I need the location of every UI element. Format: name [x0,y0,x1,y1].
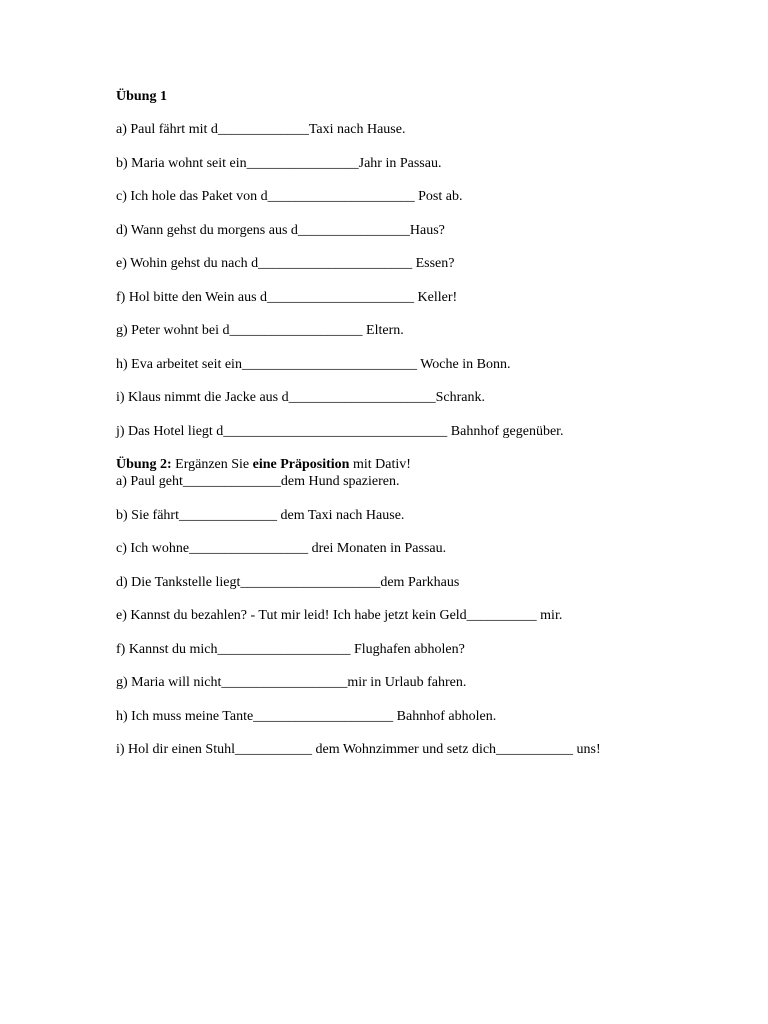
exercise2-instruction-pre: Ergänzen Sie [171,457,253,472]
exercise2-title: Übung 2: [116,457,172,472]
exercise2-item-b: b) Sie fährt______________ dem Taxi nach Hause. [116,507,405,523]
exercise2-item-f: f) Kannst du mich___________________ Flughafen abholen? [116,641,465,657]
exercise2-item-a: a) Paul geht______________dem Hund spazieren. [116,474,400,489]
exercise2-item-g: g) Maria will nicht__________________mir in Urlaub fahren. [116,675,467,690]
exercise1-item-i: i) Klaus nimmt die Jacke aus d_____________________Schrank. [116,390,486,405]
exercise1-item-b: b) Maria wohnt seit ein________________Jahr in Passau. [116,155,442,171]
exercise1-item-a: a) Paul fährt mit d_____________Taxi nach Hause. [116,122,406,137]
exercise2-instruction-bold: eine Präposition [252,457,350,472]
exercise2-item-i: i) Hol dir einen Stuhl___________ dem Wohnzimmer und setz dich___________ uns! [116,742,601,757]
exercise1-item-h: h) Eva arbeitet seit ein_________________________ Woche in Bonn. [116,356,511,372]
exercise2-heading [116,456,656,473]
exercise2-item-h: h) Ich muss meine Tante____________________ Bahnhof abholen. [116,708,497,724]
exercise1-item-c: c) Ich hole das Paket von d_____________________ Post ab. [116,189,463,204]
worksheet-page [116,88,656,775]
exercise2-item-e: e) Kannst du bezahlen? - Tut mir leid! Ich habe jetzt kein Geld__________ mir. [116,608,563,623]
exercise1-item-g: g) Peter wohnt bei d___________________ Eltern. [116,323,404,338]
exercise1-item-e: e) Wohin gehst du nach d______________________ Essen? [116,256,455,271]
exercise2-item-c: c) Ich wohne_________________ drei Monaten in Passau. [116,541,447,556]
exercise1-item-f: f) Hol bitte den Wein aus d_____________________ Keller! [116,289,458,305]
exercise1-title: Übung 1 [116,89,167,104]
exercise1-item-j: j) Das Hotel liegt d________________________________ Bahnhof gegenüber. [116,423,564,439]
exercise1-item-d: d) Wann gehst du morgens aus d________________Haus? [116,222,445,238]
exercise2-instruction-post: mit Dativ! [349,457,411,472]
exercise2-item-d: d) Die Tankstelle liegt____________________dem Parkhaus [116,574,460,590]
